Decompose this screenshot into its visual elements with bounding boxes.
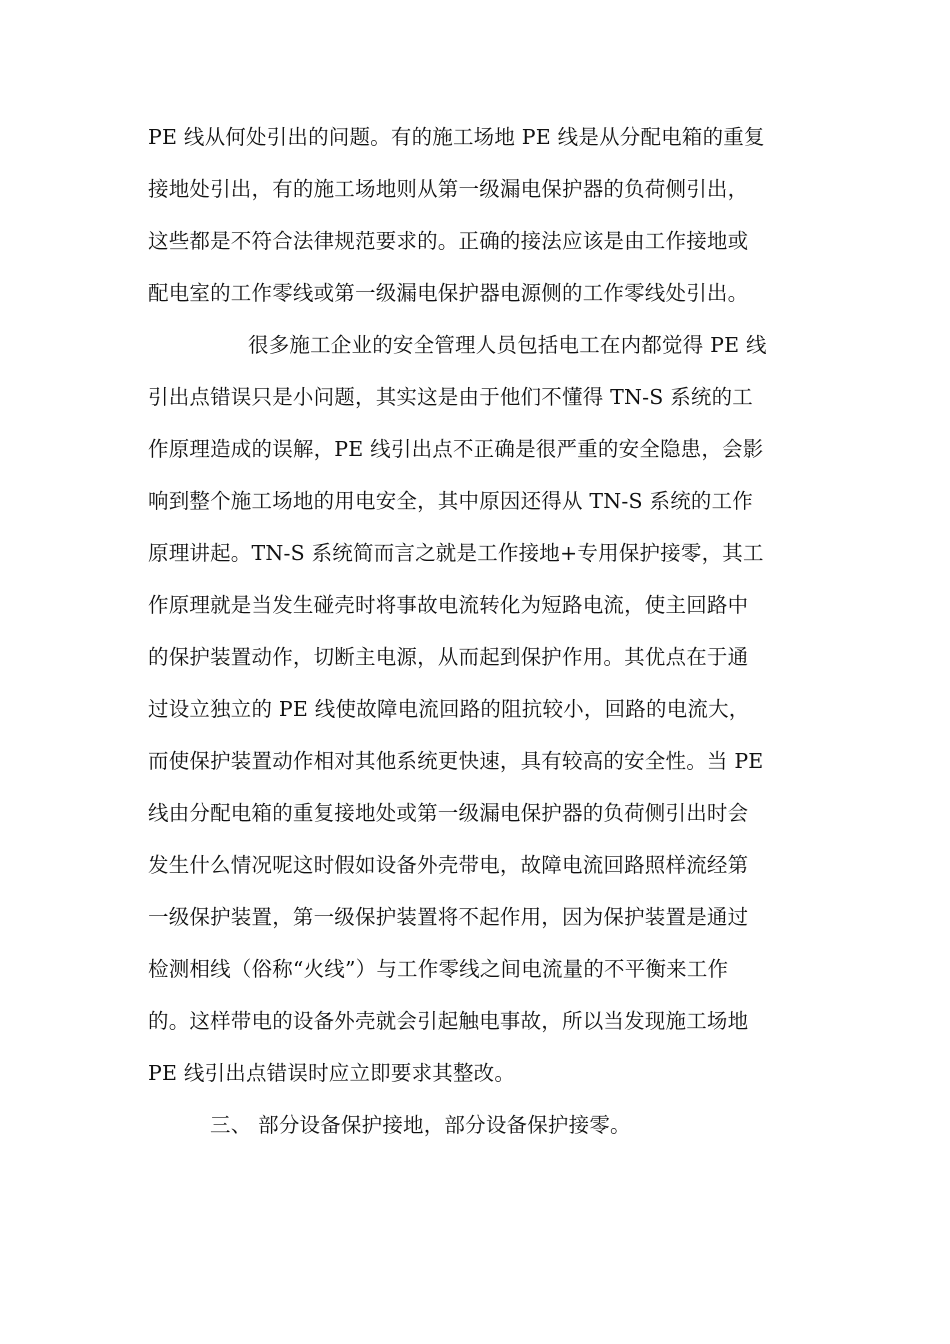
paragraph-2-line-6: 作原理就是当发生碰壳时将事故电流转化为短路电流，使主回路中 (148, 593, 749, 617)
paragraph-2-line-11: 发生什么情况呢这时假如设备外壳带电，故障电流回路照样流经第 (148, 853, 749, 877)
paragraph-2-line-4: 响到整个施工场地的用电安全，其中原因还得从 TN-S 系统的工作 (148, 489, 754, 513)
paragraph-2-line-13: 检测相线（俗称“火线”）与工作零线之间电流量的不平衡来工作 (148, 957, 729, 981)
section-heading-3: 三、 部分设备保护接地，部分设备保护接零。 (210, 1113, 631, 1137)
paragraph-2-line-2: 引出点错误只是小问题，其实这是由于他们不懂得 TN-S 系统的工 (148, 385, 754, 409)
paragraph-1-line-1: PE 线从何处引出的问题。有的施工场地 PE 线是从分配电箱的重复 (148, 125, 765, 149)
paragraph-2-line-10: 线由分配电箱的重复接地处或第一级漏电保护器的负荷侧引出时会 (148, 801, 749, 825)
paragraph-2-line-8: 过设立独立的 PE 线使故障电流回路的阻抗较小，回路的电流大， (148, 697, 750, 721)
paragraph-2-line-12: 一级保护装置，第一级保护装置将不起作用，因为保护装置是通过 (148, 905, 749, 929)
paragraph-1-line-4: 配电室的工作零线或第一级漏电保护器电源侧的工作零线处引出。 (148, 281, 749, 305)
paragraph-1-line-3: 这些都是不符合法律规范要求的。正确的接法应该是由工作接地或 (148, 229, 749, 253)
paragraph-2-line-3: 作原理造成的误解，PE 线引出点不正确是很严重的安全隐患，会影 (148, 437, 764, 461)
paragraph-2-line-14: 的。这样带电的设备外壳就会引起触电事故，所以当发现施工场地 (148, 1009, 749, 1033)
paragraph-2-line-1: 很多施工企业的安全管理人员包括电工在内都觉得 PE 线 (248, 333, 767, 357)
paragraph-2-line-9: 而使保护装置动作相对其他系统更快速，具有较高的安全性。当 PE (148, 749, 764, 773)
paragraph-2-line-7: 的保护装置动作，切断主电源，从而起到保护作用。其优点在于通 (148, 645, 749, 669)
paragraph-1-line-2: 接地处引出，有的施工场地则从第一级漏电保护器的负荷侧引出， (148, 177, 749, 201)
paragraph-2-line-5: 原理讲起。TN-S 系统简而言之就是工作接地+专用保护接零，其工 (148, 541, 764, 565)
paragraph-2-line-15: PE 线引出点错误时应立即要求其整改。 (148, 1061, 516, 1085)
